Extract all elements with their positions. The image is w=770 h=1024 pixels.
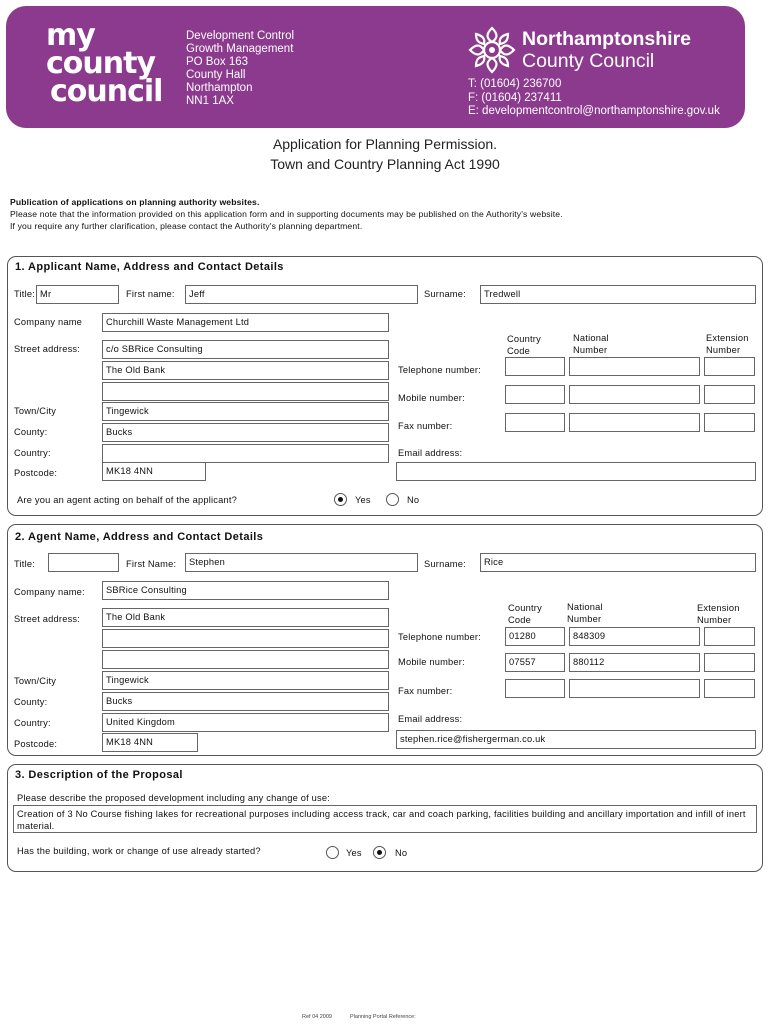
description-line-2: material. [17,821,55,831]
postcode-field[interactable]: MK18 4NN [102,462,206,481]
postcode-label: Postcode: [14,468,58,478]
council-contacts [468,78,720,119]
telephone-extension[interactable] [704,357,755,376]
national-number-header: National [573,333,609,343]
proposal-section [7,764,763,872]
extension-header-2: Number [697,615,732,625]
surname-field[interactable]: Tredwell [480,285,756,304]
address-line: Northampton [186,82,253,94]
telephone-national-number[interactable]: 848309 [569,627,700,646]
section-heading: 2. Agent Name, Address and Contact Details [15,531,264,543]
telephone-label: Telephone number: [398,365,481,375]
country-code-header-2: Code [507,346,531,356]
mobile-extension[interactable] [704,653,755,672]
national-number-header: National [567,602,603,612]
agent-yes-label: Yes [355,495,371,505]
extension-header-2: Number [706,345,741,355]
email-field[interactable] [396,462,756,481]
section-heading: 1. Applicant Name, Address and Contact Details [15,261,284,273]
applicant-section [7,256,763,516]
address-line: NN1 1AX [186,95,234,107]
country-label: Country: [14,718,51,728]
title-label: Title: [14,559,36,569]
telephone-country-code[interactable]: 01280 [505,627,565,646]
agent-no-label: No [407,495,420,505]
company-field[interactable]: SBRice Consulting [102,581,389,600]
street-line-3[interactable] [102,382,389,401]
started-yes-radio[interactable] [326,846,339,859]
first-name-field[interactable]: Stephen [185,553,418,572]
started-yes-label: Yes [346,848,362,858]
started-question: Has the building, work or change of use already started? [17,846,261,856]
first-name-field[interactable]: Jeff [185,285,418,304]
country-code-header: Country [508,603,542,613]
country-label: Country: [14,448,51,458]
address-line: Growth Management [186,43,294,55]
publication-heading: Publication of applications on planning authority websites. [10,197,260,207]
agent-no-radio[interactable] [386,493,399,506]
country-field[interactable]: United Kingdom [102,713,389,732]
fax-label: Fax number: [398,686,453,696]
county-field[interactable]: Bucks [102,423,389,442]
surname-field[interactable]: Rice [480,553,756,572]
fax-national-number[interactable] [569,679,700,698]
email-label: Email address: [398,714,463,724]
started-no-radio[interactable] [373,846,386,859]
postal-address [186,30,294,108]
country-field[interactable] [102,444,389,463]
mobile-country-code[interactable]: 07557 [505,653,565,672]
address-line: County Hall [186,69,246,81]
town-field[interactable]: Tingewick [102,402,389,421]
first-name-label: First name: [126,289,175,299]
telephone-extension[interactable] [704,627,755,646]
agent-section [7,524,763,756]
county-field[interactable]: Bucks [102,692,389,711]
fax-national-number[interactable] [569,413,700,432]
street-line-1[interactable]: The Old Bank [102,608,389,627]
street-line-3[interactable] [102,650,389,669]
extension-header: Extension [706,333,749,343]
national-number-header-2: Number [573,345,608,355]
mobile-label: Mobile number: [398,657,465,667]
extension-header: Extension [697,603,740,613]
description-line-1: Creation of 3 No Course fishing lakes for recreational purposes including access track, car and coach parking, facilities building and ancillary importation and infill of inert [17,809,746,819]
logo-line-1: my [46,18,95,53]
town-label: Town/City [14,676,57,686]
mobile-national-number[interactable] [569,385,700,404]
street-label: Street address: [14,344,81,354]
telephone-national-number[interactable] [569,357,700,376]
company-label: Company name: [14,587,85,597]
title-field[interactable] [48,553,119,572]
agent-question: Are you an agent acting on behalf of the applicant? [17,495,238,505]
council-fax: F: (01604) 237411 [468,91,562,104]
first-name-label: First Name: [126,559,177,569]
form-title: Application for Planning Permission. [272,136,498,152]
fax-country-code[interactable] [505,413,565,432]
address-line: PO Box 163 [186,56,249,68]
mobile-national-number[interactable]: 880112 [569,653,700,672]
fax-label: Fax number: [398,421,453,431]
description-field[interactable] [13,805,757,833]
logo-line-3: council [50,74,163,109]
mobile-label: Mobile number: [398,393,465,403]
street-line-2[interactable]: The Old Bank [102,361,389,380]
title-field[interactable]: Mr [36,285,119,304]
surname-label: Surname: [424,289,466,299]
publication-note-1: Please note that the information provided on this application form and in supporting documents may be published on the Authority's website. [10,209,563,219]
portal-reference-label: Planning Portal Reference: [350,1014,416,1020]
county-label: County: [14,697,48,707]
company-field[interactable]: Churchill Waste Management Ltd [102,313,389,332]
council-name-line-1: Northamptonshire [522,28,692,50]
section-heading: 3. Description of the Proposal [15,769,183,781]
email-field[interactable]: stephen.rice@fishergerman.co.uk [396,730,756,749]
publication-note-2: If you require any further clarification, please contact the Authority's planning department. [10,221,363,231]
agent-yes-radio[interactable] [334,493,347,506]
council-name-line-2: County Council [522,50,655,72]
mobile-country-code[interactable] [505,385,565,404]
started-no-label: No [395,848,408,858]
rose-emblem-icon [466,24,518,76]
surname-label: Surname: [424,559,466,569]
town-label: Town/City [14,406,57,416]
national-number-header-2: Number [567,614,602,624]
country-code-header-2: Code [508,615,532,625]
town-field[interactable]: Tingewick [102,671,389,690]
fax-country-code[interactable] [505,679,565,698]
logo-line-2: county [46,46,156,81]
company-label: Company name [14,317,83,327]
council-email: E: developmentcontrol@northamptonshire.gov.uk [468,105,720,117]
street-line-1[interactable]: c/o SBRice Consulting [102,340,389,359]
telephone-country-code[interactable] [505,357,565,376]
country-code-header: Country [507,334,541,344]
my-county-council-logo [46,18,163,109]
county-label: County: [14,427,48,437]
telephone-label: Telephone number: [398,632,481,642]
council-telephone: T: (01604) 236700 [468,78,562,90]
form-reference: Ref 04 2009 [302,1014,332,1020]
address-line: Development Control [186,30,295,42]
email-label: Email address: [398,448,463,458]
fax-extension[interactable] [704,679,755,698]
postcode-label: Postcode: [14,739,58,749]
mobile-extension[interactable] [704,385,755,404]
street-label: Street address: [14,614,81,624]
postcode-field[interactable]: MK18 4NN [102,733,198,752]
title-label: Title: [14,289,36,299]
fax-extension[interactable] [704,413,755,432]
form-subtitle: Town and Country Planning Act 1990 [270,156,500,172]
header-banner [6,6,745,128]
description-prompt: Please describe the proposed development including any change of use: [17,793,331,803]
northamptonshire-logo [466,24,736,76]
street-line-2[interactable] [102,629,389,648]
council-name [522,28,691,72]
